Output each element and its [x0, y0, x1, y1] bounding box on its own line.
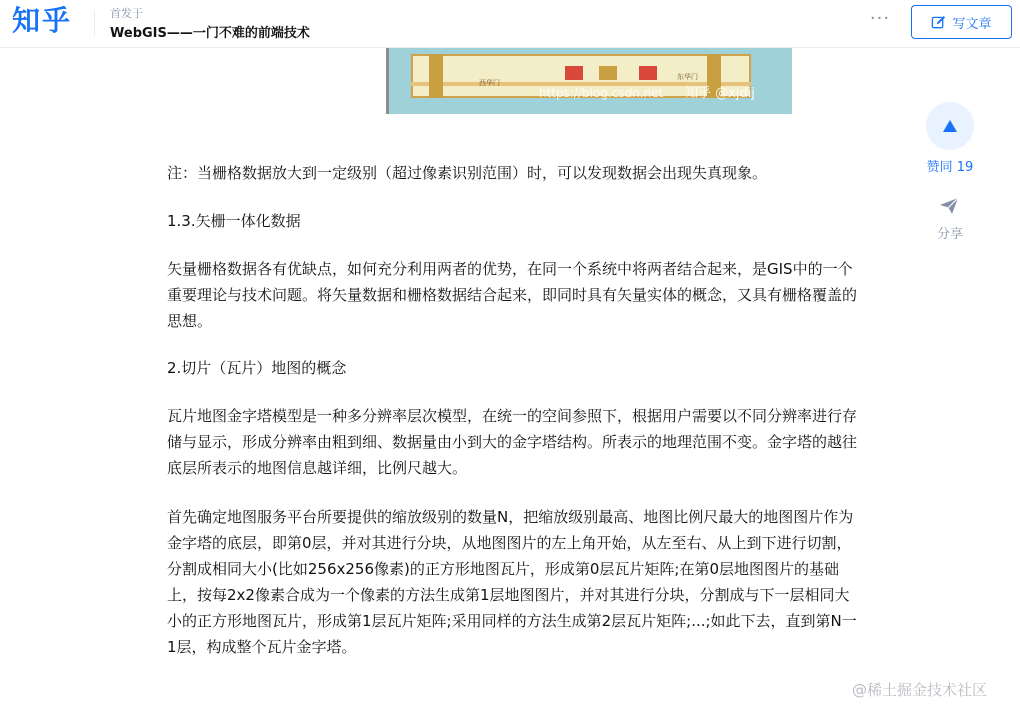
edit-icon: [931, 15, 946, 30]
paragraph-tile-pyramid: 瓦片地图金字塔模型是一种多分辨率层次模型，在统一的空间参照下，根据用户需要以不同分辨率进行存储与显示，形成分辨率由粗到细、数据量由小到大的金字塔结构。所表示的地理范围不变。金字塔的越往底层所表示的地图信息越详细，比例尺越大。: [167, 407, 858, 477]
forbidden-city-map-image: [386, 48, 792, 114]
write-article-button[interactable]: [911, 5, 1012, 39]
header-divider: [94, 10, 95, 36]
column-name-link[interactable]: WebGIS——一门不难的前端技术: [110, 26, 310, 41]
map-building: [599, 66, 617, 80]
upvote-count-label[interactable]: 赞同 19: [926, 160, 974, 175]
map-building: [639, 66, 657, 80]
section-heading-2: 2.切片（瓦片）地图的概念: [167, 359, 347, 377]
more-options-button[interactable]: ···: [869, 8, 891, 29]
share-label[interactable]: 分享: [936, 227, 963, 242]
paragraph-first-step: 首先确定地图服务平台所要提供的缩放级别的数量N，把缩放级别最高、地图比例尺最大的地图图片作为金字塔的底层，即第0层，并对其进行分块，从地图图片的左上角开始，从左至右、从上到下进行切割，分割成相同大小(比如256x256像素)的正方形地图瓦片，形成第0层瓦片矩阵;在第0层地图图片的基础上，按每2x2像素合成为一个像素的方法生成第1层地图图片，并对其进行分块，分割成与下一层相同大小的正方形地图瓦片，形成第1层瓦片矩阵;采用同样的方法生成第2层瓦片矩阵;...;如此下去，直到第N一1层，构成整个瓦片金字塔。: [167, 508, 857, 656]
paragraph-note: 注：当栅格数据放大到一定级别（超过像素识别范围）时，可以发现数据会出现失真现象。: [167, 164, 768, 182]
top-header: [0, 0, 1020, 48]
zhihu-logo[interactable]: 知乎: [12, 4, 73, 37]
image-author-watermark: 知乎 @xjdij: [685, 86, 755, 101]
section-heading-1-3: 1.3.矢栅一体化数据: [167, 212, 301, 230]
upvote-button[interactable]: [926, 102, 974, 150]
map-label-west: 西华门: [479, 79, 500, 87]
image-url-watermark: https://blog.csdn.net: [539, 86, 664, 100]
published-in-label: 首发于: [110, 7, 143, 20]
paragraph-vector-raster: 矢量栅格数据各有优缺点，如何充分利用两者的优势，在同一个系统中将两者结合起来，是GIS中的一个重要理论与技术问题。将矢量数据和栅格数据结合起来，即同时具有矢量实体的概念，又具有栅格覆盖的思想。: [167, 260, 858, 330]
map-gate-west: [429, 54, 443, 98]
write-article-label: 写文章: [952, 16, 992, 32]
upvote-triangle-icon: [943, 120, 957, 132]
map-building: [565, 66, 583, 80]
share-icon[interactable]: [938, 196, 960, 216]
map-label-east: 东华门: [677, 73, 698, 81]
juejin-watermark: @稀土掘金技术社区: [852, 681, 988, 699]
